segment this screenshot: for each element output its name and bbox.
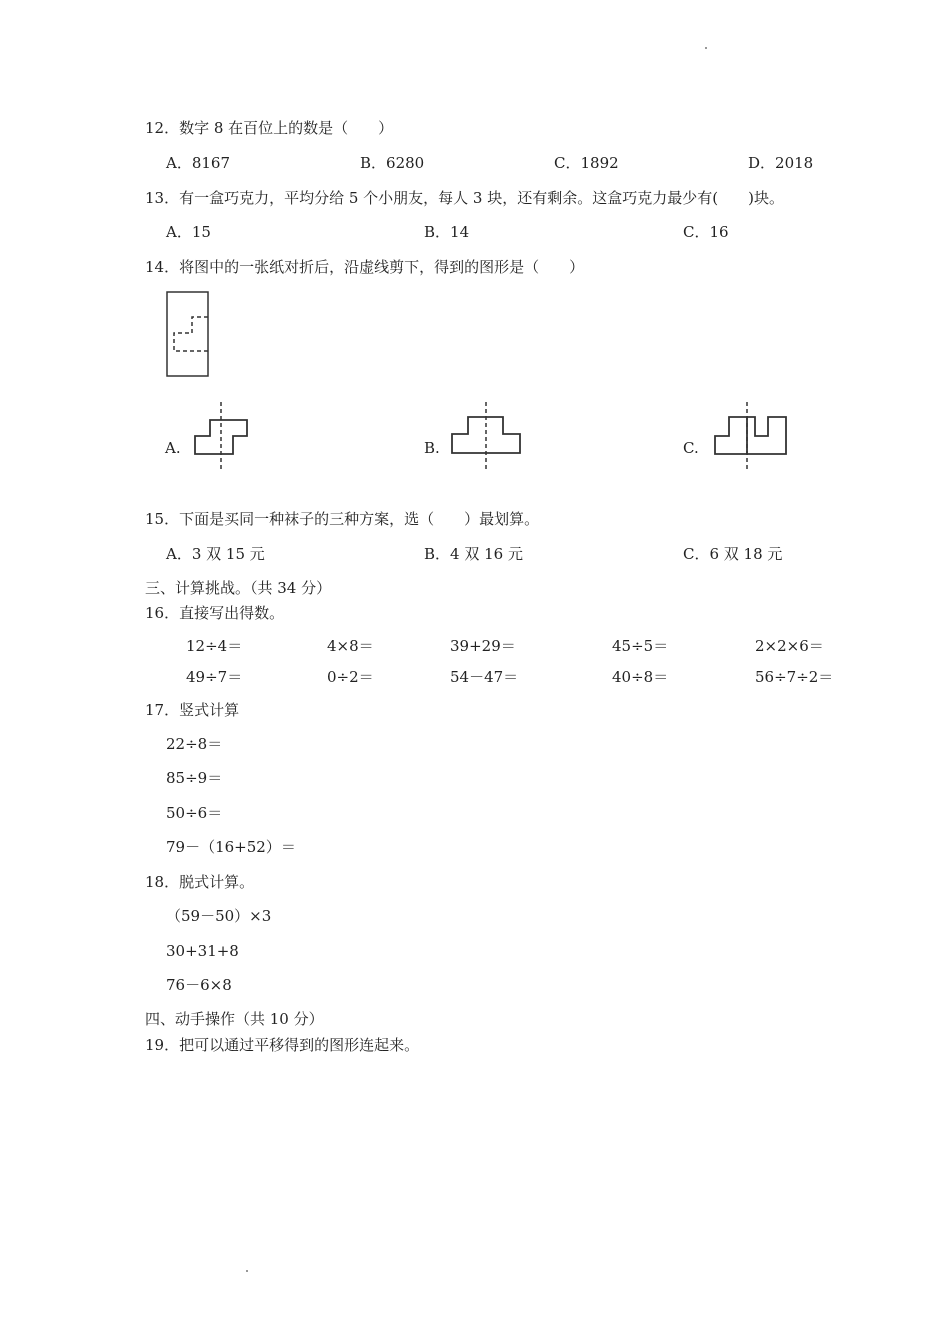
question-13-option-b: B．14 xyxy=(424,223,470,241)
oral-calc-item: 39+29＝ xyxy=(450,637,516,655)
page-mark-top xyxy=(705,47,707,49)
option-b-shape xyxy=(448,398,528,473)
oral-calc-item: 56÷7÷2＝ xyxy=(755,668,834,686)
vertical-calc-item: 50÷6＝ xyxy=(166,804,223,822)
vertical-calc-item: 85÷9＝ xyxy=(166,769,223,787)
oral-calc-item: 4×8＝ xyxy=(327,637,374,655)
option-c-shape xyxy=(710,398,790,473)
question-12-option-b: B．6280 xyxy=(360,154,425,172)
question-12-option-c: C．1892 xyxy=(554,154,619,172)
question-14-stem: 14．将图中的一张纸对折后，沿虚线剪下，得到的图形是（ ） xyxy=(145,258,585,276)
question-18-stem: 18．脱式计算。 xyxy=(145,873,255,891)
oral-calc-item: 40÷8＝ xyxy=(612,668,669,686)
question-16-stem: 16．直接写出得数。 xyxy=(145,604,285,622)
question-13-stem: 13．有一盒巧克力，平均分给 5 个小朋友，每人 3 块，还有剩余。这盒巧克力最少有( )块。 xyxy=(145,189,784,207)
page-mark-bottom xyxy=(246,1270,248,1272)
question-12-stem: 12．数字 8 在百位上的数是（ ） xyxy=(145,119,394,137)
stepwise-calc-item: 30+31+8 xyxy=(166,942,239,960)
question-12-option-d: D．2018 xyxy=(748,154,814,172)
folded-paper-figure xyxy=(160,285,220,385)
section-4-title: 四、动手操作（共 10 分） xyxy=(145,1010,324,1028)
stepwise-calc-item: 76－6×8 xyxy=(166,976,232,994)
question-13-option-a: A．15 xyxy=(166,223,211,241)
oral-calc-item: 12÷4＝ xyxy=(186,637,243,655)
question-15-option-c: C．6 双 18 元 xyxy=(683,545,783,563)
option-a-shape xyxy=(190,398,260,473)
vertical-calc-item: 22÷8＝ xyxy=(166,735,223,753)
section-3-title: 三、计算挑战。（共 34 分） xyxy=(145,579,332,597)
question-15-option-b: B．4 双 16 元 xyxy=(424,545,523,563)
question-14-option-a-label: A. xyxy=(165,439,181,457)
question-17-stem: 17．竖式计算 xyxy=(145,701,240,719)
oral-calc-item: 0÷2＝ xyxy=(327,668,374,686)
question-14-option-b-label: B. xyxy=(424,439,440,457)
question-19-stem: 19．把可以通过平移得到的图形连起来。 xyxy=(145,1036,420,1054)
oral-calc-item: 2×2×6＝ xyxy=(755,637,824,655)
question-15-option-a: A．3 双 15 元 xyxy=(166,545,265,563)
vertical-calc-item: 79－（16+52）＝ xyxy=(166,838,296,856)
question-12-option-a: A．8167 xyxy=(166,154,231,172)
question-13-option-c: C．16 xyxy=(683,223,729,241)
question-14-option-c-label: C. xyxy=(683,439,699,457)
oral-calc-item: 45÷5＝ xyxy=(612,637,669,655)
question-15-stem: 15．下面是买同一种袜子的三种方案，选（ ）最划算。 xyxy=(145,510,540,528)
oral-calc-item: 54－47＝ xyxy=(450,668,519,686)
oral-calc-item: 49÷7＝ xyxy=(186,668,243,686)
stepwise-calc-item: （59－50）×3 xyxy=(166,907,272,925)
